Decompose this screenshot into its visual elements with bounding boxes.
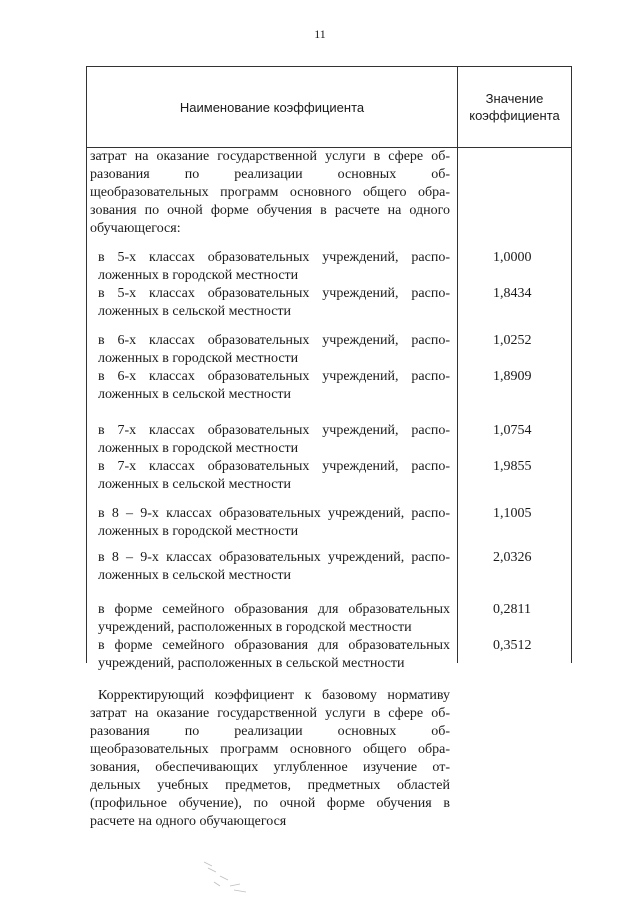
row-name	[90, 368, 450, 404]
row-name-line1: в 8 – 9-х классах образовательных учреждений, распо-	[98, 506, 450, 521]
row-name-line2: ложенных в городской местности	[98, 524, 299, 539]
closing-paragraph	[90, 687, 450, 831]
intro-line: щеобразовательных программ основного общего обра-	[90, 185, 450, 200]
row-value: 1,0000	[493, 250, 532, 265]
row-name-line1: в 7-х классах образовательных учреждений, распо-	[98, 459, 450, 474]
row-name-line2: учреждений, расположенных в сельской местности	[98, 656, 405, 671]
row-value: 1,8909	[493, 369, 532, 384]
row-value: 1,9855	[493, 459, 532, 474]
row-name-line2: ложенных в сельской местности	[98, 477, 292, 492]
closing-line: затрат на оказание государственной услуги в сфере об-	[90, 706, 450, 721]
row-name-line2: учреждений, расположенных в городской местности	[98, 620, 412, 635]
closing-line: зования, обеспечивающих углубленное изучение от-	[90, 760, 450, 775]
row-name-line1: в 8 – 9-х классах образовательных учреждений, распо-	[98, 550, 450, 565]
page-number: 11	[314, 27, 326, 41]
table-intro-text	[90, 148, 450, 238]
column-divider	[457, 147, 458, 663]
row-value: 2,0326	[493, 550, 532, 565]
row-name-line1: в 7-х классах образовательных учреждений, распо-	[98, 423, 450, 438]
row-value: 1,0754	[493, 423, 532, 438]
row-value: 0,2811	[493, 602, 531, 617]
row-name-line1: в 6-х классах образовательных учреждений, распо-	[98, 333, 450, 348]
closing-line: (профильное обучение), по очной форме обучения в	[90, 796, 450, 811]
closing-line: дельных учебных предметов, предметных областей	[90, 778, 450, 793]
intro-line: обучающегося:	[90, 221, 181, 236]
row-value: 1,0252	[493, 333, 532, 348]
row-name	[90, 549, 450, 585]
closing-line: расчете на одного обучающегося	[90, 814, 287, 829]
table-header	[87, 67, 571, 148]
closing-line: Корректирующий коэффициент к базовому нормативу	[98, 688, 450, 703]
row-value: 1,1005	[493, 506, 532, 521]
intro-line: разования по реализации основных об-	[90, 167, 450, 182]
row-name-line1: в 5-х классах образовательных учреждений, распо-	[98, 250, 450, 265]
intro-line: затрат на оказание государственной услуги в сфере об-	[90, 149, 450, 164]
row-name-line1: в форме семейного образования для образовательных	[98, 602, 450, 617]
row-name	[90, 458, 450, 494]
intro-line: зования по очной форме обучения в расчете на одного	[90, 203, 450, 218]
row-name	[90, 332, 450, 368]
row-name-line2: ложенных в городской местности	[98, 441, 299, 456]
row-name	[90, 422, 450, 458]
row-name	[90, 249, 450, 285]
header-value-line2: коэффициента	[469, 108, 560, 123]
row-name-line2: ложенных в сельской местности	[98, 387, 292, 402]
closing-line: разования по реализации основных об-	[90, 724, 450, 739]
header-coefficient-name: Наименование коэффициента	[179, 99, 365, 115]
row-name-line2: ложенных в городской местности	[98, 351, 299, 366]
row-name-line1: в 5-х классах образовательных учреждений, распо-	[98, 286, 450, 301]
row-value: 1,8434	[493, 286, 532, 301]
row-name	[90, 637, 450, 673]
row-name	[90, 285, 450, 321]
row-name-line1: в форме семейного образования для образовательных	[98, 638, 450, 653]
row-value: 0,3512	[493, 638, 532, 653]
row-name-line2: ложенных в городской местности	[98, 268, 299, 283]
row-name-line2: ложенных в сельской местности	[98, 568, 292, 583]
closing-line: щеобразовательных программ основного общего обра-	[90, 742, 450, 757]
header-value-line1: Значение	[485, 91, 544, 106]
row-name	[90, 601, 450, 637]
row-name-line1: в 6-х классах образовательных учреждений, распо-	[98, 369, 450, 384]
row-name	[90, 505, 450, 541]
scan-smudge	[200, 858, 260, 898]
row-name-line2: ложенных в сельской местности	[98, 304, 292, 319]
header-coefficient-value	[458, 67, 571, 147]
